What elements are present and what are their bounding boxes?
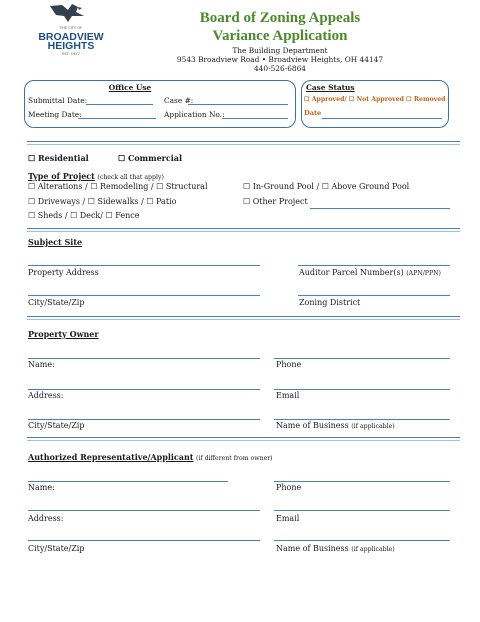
other-project-checkbox[interactable]: ☐ Other Project xyxy=(243,197,308,206)
rep-business-hint: (if applicable) xyxy=(351,546,395,553)
owner-address-label: Address: xyxy=(28,391,64,400)
project-options-row1-right[interactable]: ☐ In-Ground Pool / ☐ Above Ground Pool xyxy=(243,182,410,191)
zoning-district-label: Zoning District xyxy=(299,298,361,307)
logo-city-of: THE CITY OF xyxy=(59,26,83,30)
zoning-district-field[interactable] xyxy=(298,295,450,296)
case-number-field[interactable] xyxy=(188,104,288,105)
residential-checkbox[interactable]: ☐ Residential xyxy=(28,153,89,163)
commercial-checkbox[interactable]: ☐ Commercial xyxy=(118,153,183,163)
property-address-label: Property Address xyxy=(28,268,99,277)
case-status-box xyxy=(301,80,449,128)
owner-business-text: Name of Business xyxy=(276,421,349,430)
owner-address-field[interactable] xyxy=(28,389,260,390)
rep-email-label: Email xyxy=(276,514,300,523)
rep-address-label: Address: xyxy=(28,514,64,523)
property-address-field[interactable] xyxy=(28,265,260,266)
department-address: 9543 Broadview Road • Broadview Heights, OH 44147 xyxy=(176,55,384,64)
department-phone: 440-526-6864 xyxy=(253,64,307,73)
form-title-line2: Variance Application xyxy=(212,28,348,44)
representative-heading-row xyxy=(28,452,273,462)
case-status-date-label: Date xyxy=(304,109,322,117)
case-status-title: Case Status xyxy=(306,83,355,92)
type-of-project-label: Type of Project xyxy=(28,171,95,181)
logo-name-line2: HEIGHTS xyxy=(47,40,95,52)
rep-city-state-zip-label: City/State/Zip xyxy=(28,544,85,553)
owner-phone-label: Phone xyxy=(276,360,302,369)
case-status-date-field[interactable] xyxy=(322,118,442,119)
owner-city-state-zip-label: City/State/Zip xyxy=(28,421,85,430)
section-divider xyxy=(27,141,460,145)
meeting-date-field[interactable] xyxy=(78,118,156,119)
property-owner-heading: Property Owner xyxy=(28,329,99,339)
parcel-number-label xyxy=(299,268,441,277)
type-of-project-heading xyxy=(28,171,164,181)
section-divider xyxy=(27,437,460,441)
case-status-options[interactable]: ☐ Approved/ ☐ Not Approved ☐ Removed xyxy=(304,96,446,103)
case-number-label: Case #: xyxy=(164,96,194,105)
meeting-date-label: Meeting Date: xyxy=(28,110,82,119)
owner-email-label: Email xyxy=(276,391,300,400)
parcel-number-field[interactable] xyxy=(298,265,450,266)
form-title-line1: Board of Zoning Appeals xyxy=(199,10,361,26)
parcel-number-text: Auditor Parcel Number(s) xyxy=(299,268,404,277)
application-number-label: Application No.: xyxy=(164,110,225,119)
owner-business-field[interactable] xyxy=(274,419,450,420)
owner-business-label xyxy=(276,421,395,430)
rep-name-label: Name: xyxy=(28,483,55,492)
owner-phone-field[interactable] xyxy=(274,358,450,359)
owner-city-state-zip-field[interactable] xyxy=(28,419,260,420)
city-logo xyxy=(32,2,110,56)
project-options-row1-left[interactable]: ☐ Alterations / ☐ Remodeling / ☐ Structural xyxy=(28,182,208,191)
rep-name-field[interactable] xyxy=(28,481,228,482)
owner-email-field[interactable] xyxy=(274,389,450,390)
representative-heading: Authorized Representative/Applicant xyxy=(28,452,194,462)
rep-city-state-zip-field[interactable] xyxy=(28,540,260,541)
other-project-field[interactable] xyxy=(310,208,450,209)
logo-name-line1: BROADVIEW xyxy=(38,31,104,43)
type-of-project-hint: (check all that apply) xyxy=(97,174,164,181)
eagle-icon xyxy=(32,2,110,26)
submittal-date-label: Submittal Date: xyxy=(28,96,88,105)
department-name: The Building Department xyxy=(232,46,328,55)
owner-name-label: Name: xyxy=(28,360,55,369)
site-city-state-zip-label: City/State/Zip xyxy=(28,298,85,307)
application-number-field[interactable] xyxy=(222,118,288,119)
rep-business-label xyxy=(276,544,395,553)
representative-hint: (if different from owner) xyxy=(196,455,273,462)
submittal-date-field[interactable] xyxy=(86,104,153,105)
owner-business-hint: (if applicable) xyxy=(351,423,395,430)
site-city-state-zip-field[interactable] xyxy=(28,295,260,296)
rep-phone-label: Phone xyxy=(276,483,302,492)
project-options-row2-left[interactable]: ☐ Driveways / ☐ Sidewalks / ☐ Patio xyxy=(28,197,177,206)
rep-address-field[interactable] xyxy=(28,510,260,511)
parcel-number-hint: (APN/PPN) xyxy=(406,270,441,277)
rep-phone-field[interactable] xyxy=(274,481,450,482)
subject-site-heading: Subject Site xyxy=(28,237,83,247)
logo-est: EST. 1927 xyxy=(62,52,80,56)
rep-email-field[interactable] xyxy=(274,510,450,511)
section-divider xyxy=(27,228,460,232)
section-divider xyxy=(27,316,460,320)
rep-business-text: Name of Business xyxy=(276,544,349,553)
project-options-row3-left[interactable]: ☐ Sheds / ☐ Deck/ ☐ Fence xyxy=(28,211,140,220)
rep-business-field[interactable] xyxy=(274,540,450,541)
office-use-title: Office Use xyxy=(108,83,152,92)
owner-name-field[interactable] xyxy=(28,358,260,359)
